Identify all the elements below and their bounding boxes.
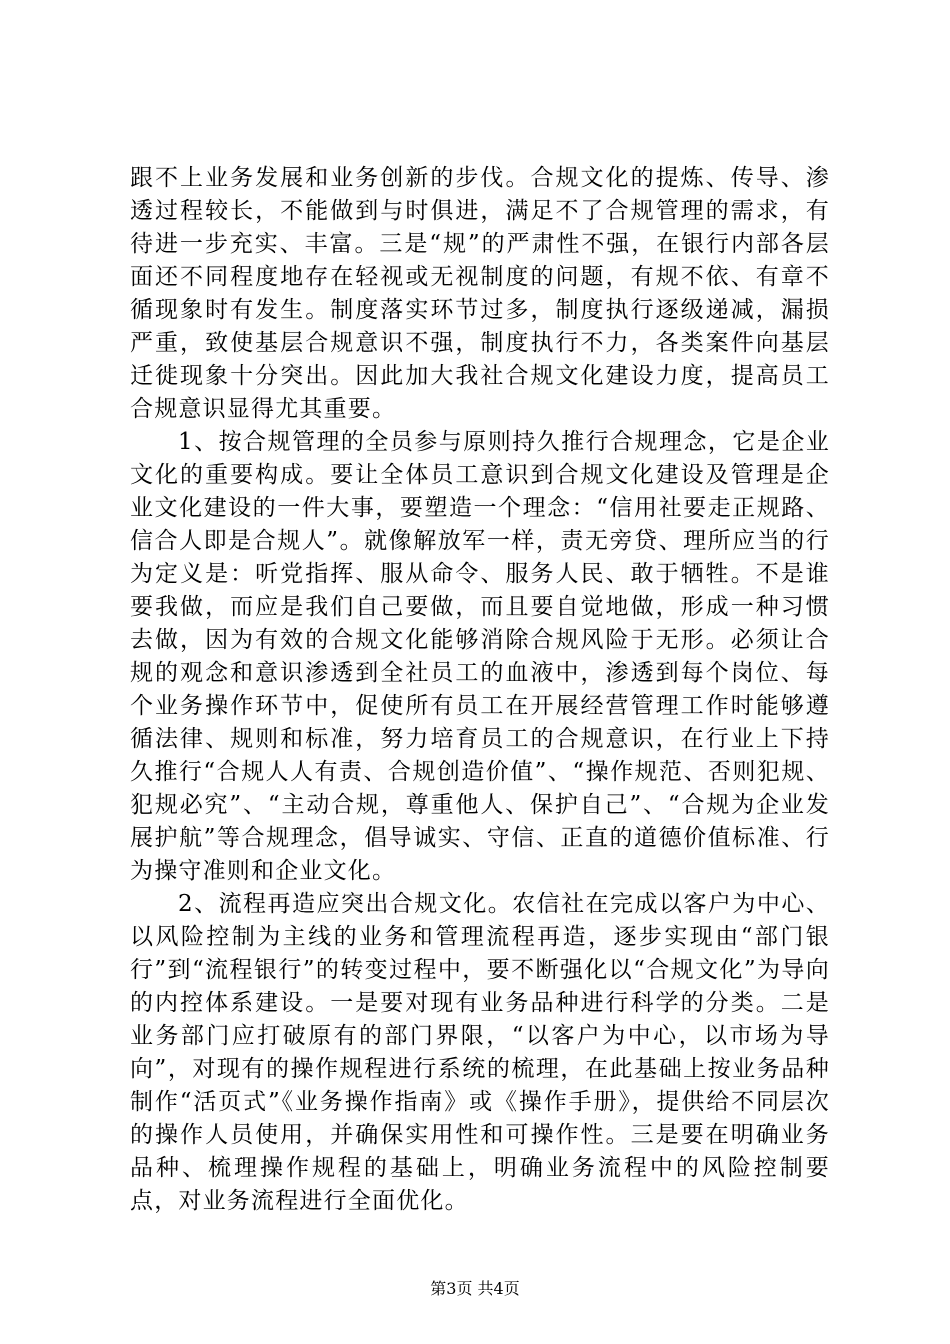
paragraph-point-1: 1、按合规管理的全员参与原则持久推行合规理念，它是企业文化的重要构成。要让全体员工意识到合规文化建设及管理是企业文化建设的一件大事，要塑造一个理念：“信用社要走正规路、信合人即是合规人”。就像解放军一样，责无旁贷、理所应当的行为定义是：听党指挥、服从命令、服务人民、敢于牺牲。不是谁要我做，而应是我们自己要做，而且要自觉地做，形成一种习惯去做，因为有效的合规文化能够消除合规风险于无形。必须让合规的观念和意识渗透到全社员工的血液中，渗透到每个岗位、每个业务操作环节中，促使所有员工在开展经营管理工作时能够遵循法律、规则和标准，努力培育员工的合规意识，在行业上下持久推行“合规人人有责、合规创造价值”、“操作规范、否则犯规、犯规必究”、“主动合规，尊重他人、保护自己”、“合规为企业发展护航”等合规理念，倡导诚实、守信、正直的道德价值标准、行为操守准则和企业文化。 [130,429,830,884]
page-number-footer: 第3页 共4页 [430,1279,520,1298]
document-body [130,162,830,1218]
paragraph-continuation: 跟不上业务发展和业务创新的步伐。合规文化的提炼、传导、渗透过程较长，不能做到与时俱进，满足不了合规管理的需求，有待进一步充实、丰富。三是“规”的严肃性不强，在银行内部各层面还不同程度地存在轻视或无视制度的问题，有规不依、有章不循现象时有发生。制度落实环节过多，制度执行逐级递减，漏损严重，致使基层合规意识不强，制度执行不力，各类案件向基层迁徙现象十分突出。因此加大我社合规文化建设力度，提高员工合规意识显得尤其重要。 [130,165,830,422]
paragraph-point-2: 2、流程再造应突出合规文化。农信社在完成以客户为中心、以风险控制为主线的业务和管理流程再造，逐步实现由“部门银行”到“流程银行”的转变过程中，要不断强化以“合规文化”为导向的内控体系建设。一是要对现有业务品种进行科学的分类。二是业务部门应打破原有的部门界限，“以客户为中心，以市场为导向”，对现有的操作规程进行系统的梳理，在此基础上按业务品种制作“活页式”《业务操作指南》或《操作手册》，提供给不同层次的操作人员使用，并确保实用性和可操作性。三是要在明确业务品种、梳理操作规程的基础上，明确业务流程中的风险控制要点，对业务流程进行全面优化。 [130,891,830,1214]
